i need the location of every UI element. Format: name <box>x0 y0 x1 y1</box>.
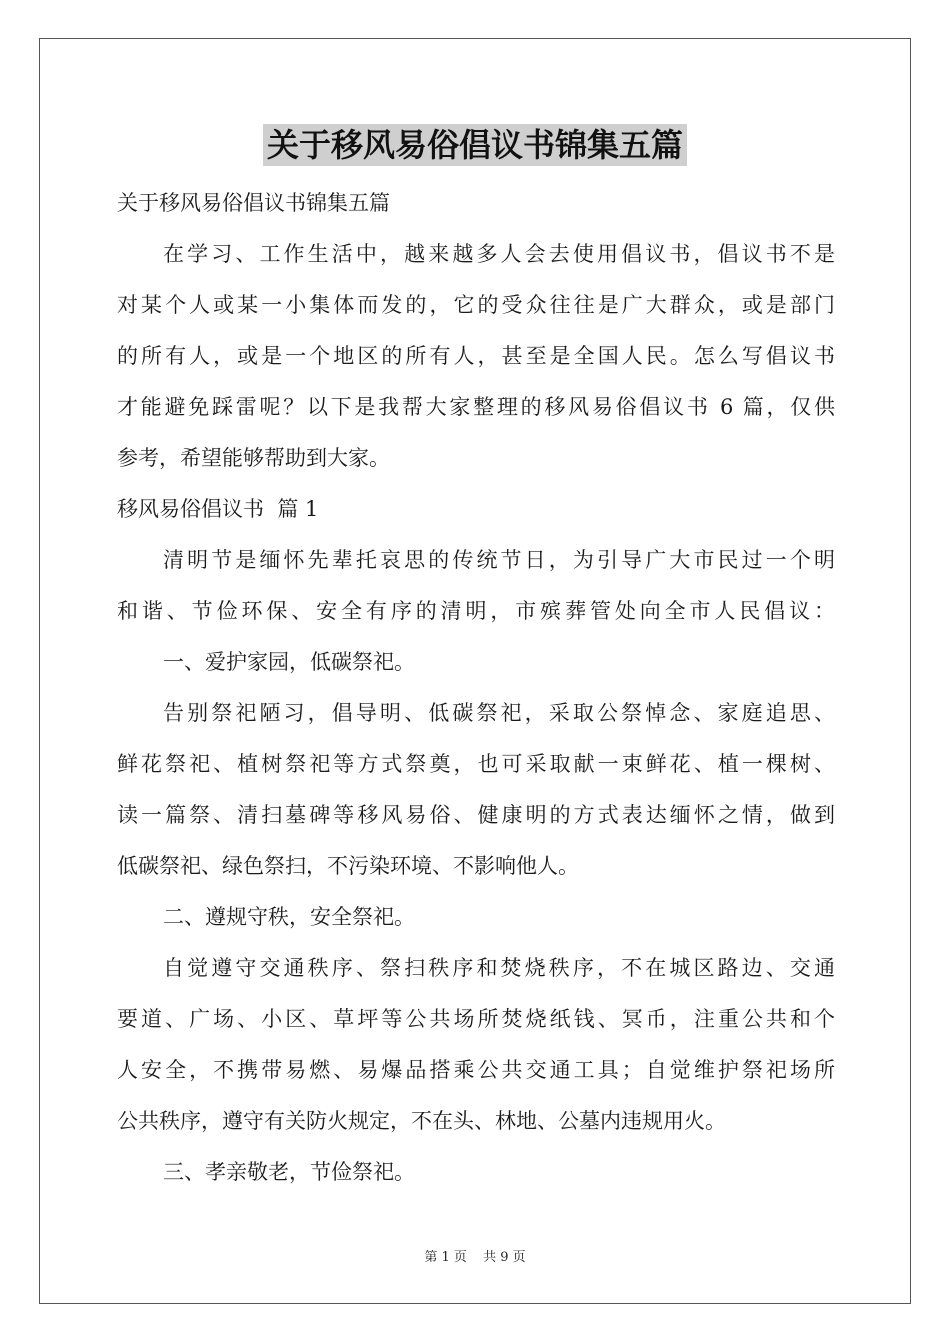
paragraph-line: 鲜花祭祀、植树祭祀等方式祭奠，也可采取献一束鲜花、植一棵树、 <box>117 752 835 776</box>
item-heading: 三、孝亲敬老，节俭祭祀。 <box>163 1160 415 1184</box>
page-total: 共 9 页 <box>483 1250 526 1265</box>
paragraph-line: 人安全，不携带易燃、易爆品搭乘公共交通工具；自觉维护祭祀场所 <box>117 1058 835 1082</box>
paragraph-line: 公共秩序，遵守有关防火规定，不在头、林地、公墓内违规用火。 <box>117 1109 726 1133</box>
paragraph-line: 的所有人，或是一个地区的所有人，甚至是全国人民。怎么写倡议书 <box>117 344 835 368</box>
title-container <box>0 124 950 166</box>
paragraph-line: 要道、广场、小区、草坪等公共场所焚烧纸钱、冥币，注重公共和个 <box>117 1007 835 1031</box>
document-body <box>117 178 835 1198</box>
section-heading: 移风易俗倡议书 篇 1 <box>117 497 319 521</box>
page-number: 第 1 页 <box>424 1250 467 1265</box>
page-footer <box>0 1246 950 1265</box>
item-heading: 二、遵规守秩，安全祭祀。 <box>163 905 415 929</box>
paragraph-line: 和谐、节俭环保、安全有序的清明，市殡葬管处向全市人民倡议： <box>117 599 835 623</box>
paragraph-line: 才能避免踩雷呢？以下是我帮大家整理的移风易俗倡议书 6 篇，仅供 <box>117 395 835 419</box>
paragraph-line: 在学习、工作生活中，越来越多人会去使用倡议书，倡议书不是 <box>163 242 835 266</box>
document-title: 关于移风易俗倡议书锦集五篇 <box>263 124 687 166</box>
item-heading: 一、爱护家园，低碳祭祀。 <box>163 650 415 674</box>
paragraph-line: 读一篇祭、清扫墓碑等移风易俗、健康明的方式表达缅怀之情，做到 <box>117 803 835 827</box>
paragraph-line: 对某个人或某一小集体而发的，它的受众往往是广大群众，或是部门 <box>117 293 835 317</box>
paragraph-line: 低碳祭祀、绿色祭扫，不污染环境、不影响他人。 <box>117 854 579 878</box>
paragraph-line: 告别祭祀陋习，倡导明、低碳祭祀，采取公祭悼念、家庭追思、 <box>163 701 835 725</box>
paragraph-line: 清明节是缅怀先辈托哀思的传统节日，为引导广大市民过一个明 <box>163 548 835 572</box>
subtitle-line: 关于移风易俗倡议书锦集五篇 <box>117 191 390 215</box>
paragraph-line: 自觉遵守交通秩序、祭扫秩序和焚烧秩序，不在城区路边、交通 <box>163 956 835 980</box>
paragraph-line: 参考，希望能够帮助到大家。 <box>117 446 390 470</box>
